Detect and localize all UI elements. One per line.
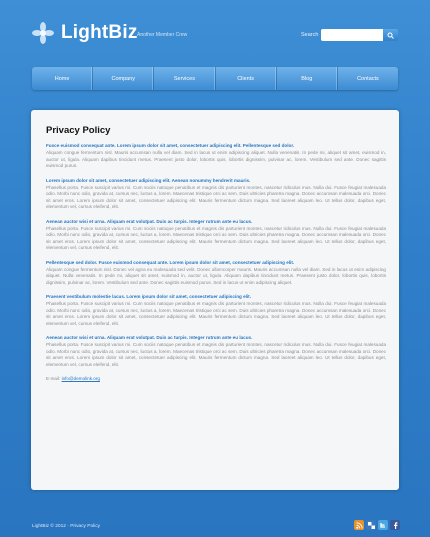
page-title: Privacy Policy [46,125,111,136]
policy-sections [46,143,386,381]
section-heading: Aenean auctor wisi et urna. Aliquam erat volutpat. Duis ac turpis. Integer rutrum ante eu lacus. [46,335,253,340]
twitter-icon[interactable] [378,520,388,530]
rss-icon[interactable] [354,520,364,530]
search-button[interactable] [383,29,398,41]
section-heading: Pellentesque sed dolor. Fusce euismod consequat ante. Lorem ipsum dolor sit amet, consectetuer adipiscing elit. [46,259,295,265]
search-icon [387,32,394,39]
email-label: E-mail: [46,376,61,381]
facebook-icon[interactable] [390,520,400,530]
policy-section [46,143,386,170]
section-body: Phasellus porta. Fusce suscipit varius mi. Cum sociis natoque penatibus et magnis dis parturient montes, nascetur ridiculus mus. Nulla dui. Fusce feugiat malesuada odio. Morbi nunc odio, gravida at, cursus nec, luctus a, lorem. Maecenas tristique orci ac sem. Duis ultricies pharetra magna. Donec accumsan malesuada orci. Donec sit amet eros. Lorem ipsum dolor sit amet, consectetuer adipiscing elit. Mauris fermentum dictum magna. Sed laoreet aliquam leo. Ut tellus dolor, dapibus eget, elementum vel, cursus eleifend, elit. [46,184,386,209]
nav-item-contacts[interactable]: Contacts [357,75,379,82]
policy-section [46,260,386,287]
footer-copyright: LightBiz © 2012 · Privacy Policy [32,524,101,529]
section-heading: Aenean auctor wisi et urna. Aliquam erat volutpat. Duis ac turpis. Integer rutrum ante eu lacus. [46,218,253,224]
policy-section [46,335,386,368]
site-header [0,0,430,62]
section-body: Phasellus porta. Fusce suscipit varius mi. Cum sociis natoque penatibus et magnis dis parturient montes, nascetur ridiculus mus. Nulla dui. Fusce feugiat malesuada odio. Morbi nunc odio, gravida at, cursus nec, luctus a, lorem. Maecenas tristique orci ac sem. Duis ultricies pharetra magna. Donec accumsan malesuada orci. Donec sit amet eros. Lorem ipsum dolor sit amet, consectetuer adipiscing elit. Mauris fermentum dictum magna. Sed laoreet aliquam leo. Ut tellus dolor, dapibus eget, elementum vel, cursus eleifend, elit. [46,301,386,326]
nav-item-blog[interactable]: Blog [277,67,338,90]
copyright-text: LightBiz © 2012 [32,524,66,529]
email-line [46,376,386,381]
section-body: Aliquam congue fermentum nisl. Donec vel agna eu malesuada sed velit. Donec ullamcorper mauris. Mauris accumsan nulla vel diam. Sed in lacus ut enim adipiscing aliquet. Nulla venenatis. In pede mi, aliquet sit amet, euismod in, auctor ut, ligula. Aliquam dapibus tincidunt metus. Praesent justo dolor, lobortis quis, lobortis dignissim, pulvinar ac, lorem. Vestibulum sed ante. Donec sagittis euismod purus. Sed in lacus ut enim adipiscing aliquet. [46,266,386,285]
logo-text[interactable]: LightBiz [61,22,138,43]
nav-item-services[interactable]: Services [154,67,215,90]
section-heading: Fusce euismod consequat ante. Lorem ipsum dolor sit amet, consectetuer adipiscing elit. Pellentesque sed dolor. [46,143,295,148]
logo-flower-icon [32,22,54,44]
privacy-policy-link[interactable]: Privacy Policy [70,524,101,529]
policy-section [46,178,386,211]
search-label: Search [301,32,319,38]
delicious-icon[interactable] [366,520,376,530]
policy-section [46,219,386,252]
section-heading: Praesent vestibulum molestie lacus. Lorem ipsum dolor sit amet, consectetuer adipiscing elit. [46,294,251,299]
main-nav [32,67,398,90]
section-body: Phasellus porta. Fusce suscipit varius mi. Cum sociis natoque penatibus et magnis dis parturient montes, nascetur ridiculus mus. Nulla dui. Fusce feugiat malesuada odio. Morbi nunc odio, gravida at, cursus nec, luctus a, lorem. Maecenas tristique orci ac sem. Duis ultricies pharetra magna. Donec accumsan malesuada orci. Donec sit amet eros. Lorem ipsum dolor sit amet, consectetuer adipiscing elit. Mauris fermentum dictum magna. Sed laoreet aliquam leo. Ut tellus dolor, dapibus eget, elementum vel, cursus eleifend, elit. [46,225,386,250]
section-heading: Lorem ipsum dolor sit amet, consectetuer adipiscing elit. Aenean nonummy hendrerit mauris. [46,177,251,183]
nav-item-home[interactable]: Home [32,67,93,90]
email-link[interactable]: info@demolink.org [61,376,100,381]
content-panel [31,110,399,490]
nav-item-company[interactable]: Company [93,67,154,90]
section-body: Phasellus porta. Fusce suscipit varius mi. Cum sociis natoque penatibus et magnis dis parturient montes, nascetur ridiculus mus. Nulla dui. Fusce feugiat malesuada odio. Morbi nunc odio, gravida at, cursus nec, luctus a, lorem. Maecenas tristique orci ac sem. Duis ultricies pharetra magna. Donec accumsan malesuada orci. Donec sit amet eros. Lorem ipsum dolor sit amet, consectetuer adipiscing elit. Mauris fermentum dictum magna. Sed laoreet aliquam leo. Ut tellus dolor, dapibus eget, elementum vel, cursus eleifend, elit. [46,342,386,367]
search-input[interactable] [321,29,383,41]
policy-section [46,294,386,327]
tagline: Another Member Crew [137,32,188,38]
nav-item-clients[interactable]: Clients [216,67,277,90]
section-body: Aliquam congue fermentum nisl. Mauris accumsan nulla vel diam. Sed in lacus ut enim adipiscing aliquet. Nulla venenatis. In pede mi, aliquet sit amet, euismod in, auctor ut, ligula. Aliquam dapibus tincidunt metus. Praesent justo dolor, lobortis quis, lobortis dignissim, pulvinar ac, lorem. Vestibulum sed ante. Donec sagittis euismod purus. [46,150,386,168]
